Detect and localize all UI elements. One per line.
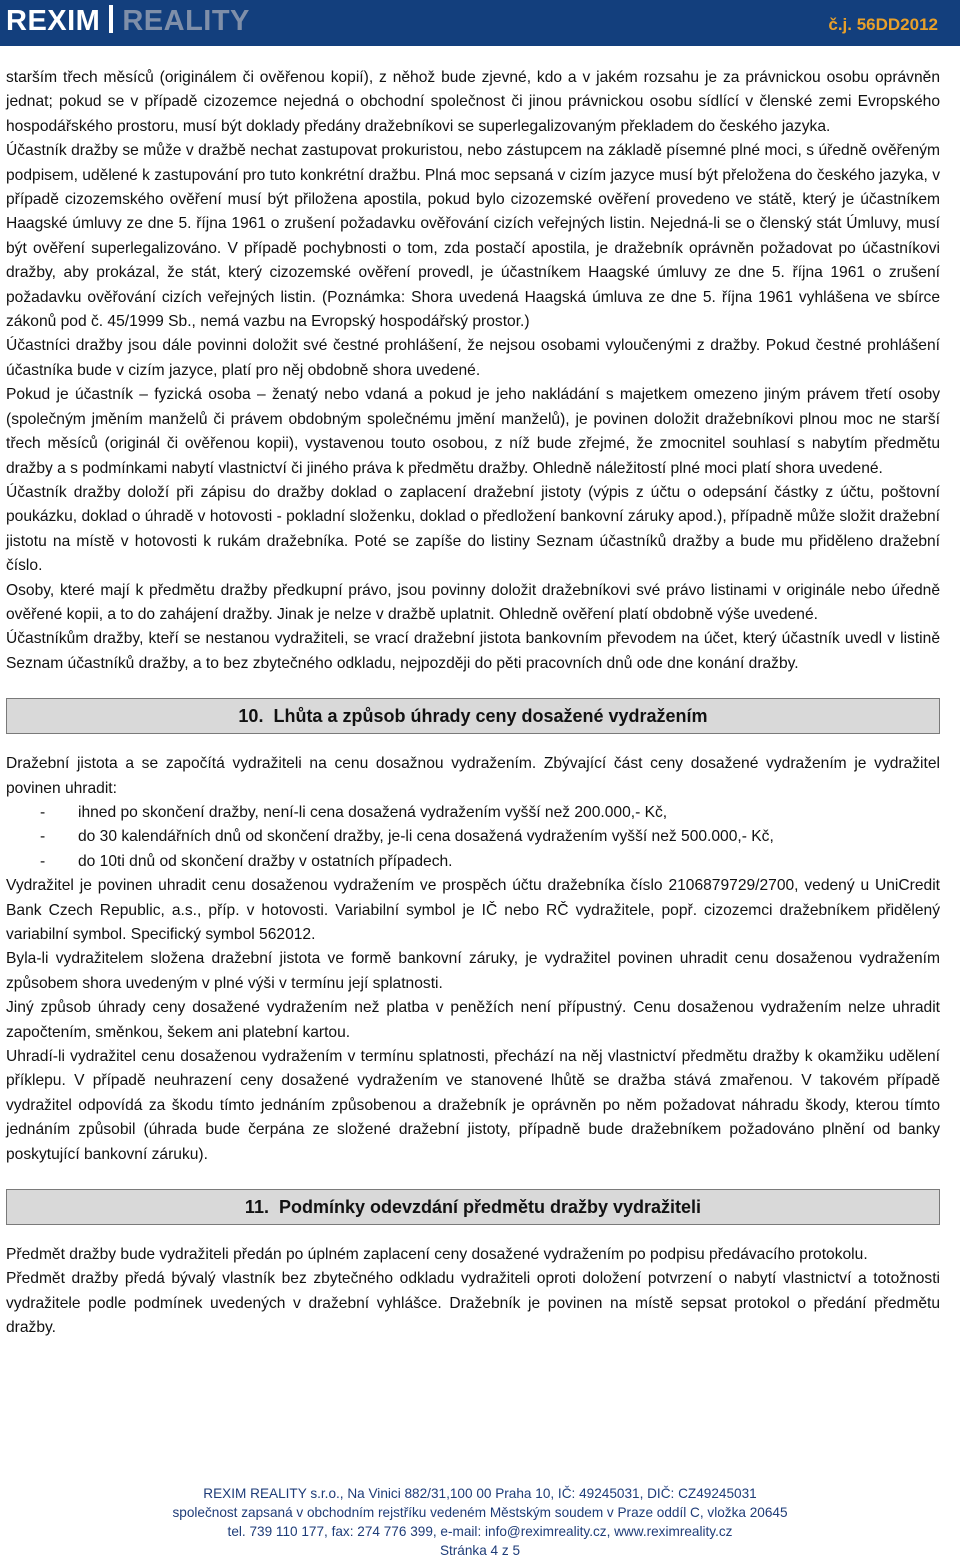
list-item: [6, 825, 940, 849]
paragraph: Účastník dražby doloží při zápisu do dražby doklad o zaplacení dražební jistoty (výpis z účtu o odepsání částky z účtu, poštovní poukázku, doklad o úhradě v hotovosti - pokladní složenku, doklad o předložení bankovní záruky apod.), případně může složit dražební jistotu na místě v hotovosti k rukám dražebníka. Poté se zapíše do listiny Seznam účastníků dražby a bude mu přiděleno dražební číslo.: [6, 483, 940, 575]
paragraph: Dražební jistota a se započítá vydražiteli na cenu dosažnou vydražením. Zbývající část ceny dosažené vydražením je vydražitel povinen uhradit:: [6, 755, 940, 797]
footer-registry-line: společnost zapsaná v obchodním rejstříku vedeném Městským soudem v Praze oddíl C, vložka 20645: [172, 1505, 788, 1520]
paragraph: Byla-li vydražitelem složena dražební jistota ve formě bankovní záruky, je vydražitel povinen uhradit cenu dosaženou vydražením způsobem shora uvedeným v plné výši v termínu její splatnosti.: [6, 950, 940, 992]
section-number: 10.: [238, 706, 264, 727]
list-dash: -: [40, 852, 46, 870]
logo-divider: [109, 5, 113, 33]
paragraph: Předmět dražby bude vydražiteli předán po úplném zaplacení ceny dosažené vydražením po podpisu předávacího protokolu.: [6, 1246, 868, 1264]
logo-main-text: REXIM: [6, 5, 101, 37]
paragraph: Předmět dražby předá bývalý vlastník bez zbytečného odkladu vydražiteli oproti doložení potvrzení o nabytí vlastnictví a totožnosti vydražitele podle podmínek uvedených v dražební vyhlášce. Dražebník je povinen na místě sepsat protokol o předání předmětu dražby.: [6, 1270, 940, 1337]
list-item-text: do 10ti dnů od skončení dražby v ostatních případech.: [78, 852, 453, 870]
page-number: Stránka 4 z 5: [439, 1543, 521, 1558]
document-body: [6, 66, 940, 1341]
list-dash: -: [40, 828, 46, 846]
section-title: Lhůta a způsob úhrady ceny dosažené vydražením: [273, 706, 708, 727]
list-item-text: do 30 kalendářních dnů od skončení dražby, je-li cena dosažená vydražením vyšší než 500.000,- Kč,: [78, 828, 774, 846]
section-heading-11: [6, 1189, 940, 1225]
paragraph: Jiný způsob úhrady ceny dosažené vydražením než platba v peněžích není přípustný. Cenu dosaženou vydražením nelze uhradit započtením, směnkou, šekem ani platební kartou.: [6, 999, 940, 1041]
footer-company-line: REXIM REALITY s.r.o., Na Vinici 882/31,100 00 Praha 10, IČ: 49245031, DIČ: CZ49245031: [203, 1486, 757, 1501]
section-number: 11.: [244, 1197, 269, 1218]
paragraph: Osoby, které mají k předmětu dražby předkupní právo, jsou povinny doložit dražebníkovi své právo listinami v originále nebo úředně ověřené kopii, a to do zahájení dražby. Jinak je nelze v dražbě uplatnit. Ohledně ověření platí obdobně výše uvedené.: [6, 581, 940, 623]
payment-terms-list: [6, 801, 940, 874]
paragraph: starším třech měsíců (originálem či ověřenou kopií), z něhož bude zjevné, kdo a v jakém rozsahu je za právnickou osobu oprávněn jednat; pokud se v případě cizozemce nejedná o obchodní společnost či jinou právnickou osobu sídlící v členské zemi Evropského hospodářského prostoru, musí být doklady předány dražebníkovi se superlegalizovaným překladem do českého jazyka.: [6, 69, 940, 135]
list-item: [6, 850, 940, 874]
list-item-text: ihned po skončení dražby, není-li cena dosažená vydražením vyšší než 200.000,- Kč,: [78, 803, 668, 821]
page-footer: [0, 1484, 960, 1560]
footer-contact-line: tel. 739 110 177, fax: 274 776 399, e-mail: info@reximreality.cz, www.reximreality.cz: [227, 1524, 733, 1539]
paragraph: Pokud je účastník – fyzická osoba – ženatý nebo vdaná a pokud je jeho nakládání s majetkem omezeno jiným právem třetí osoby (společným jměním manželů či právem obdobným společnému jmění manželů), je povinen doložit dražebníkovi plnou moc ne starší třech měsíců (originál či ověřenou kopii), vystavenou touto osobou, z níž bude zřejmé, že zmocnitel souhlasí s nabytím předmětu dražby a s podmínkami nabytí vlastnictví či jiného práva k předmětu dražby. Ohledně náležitostí plné moci platí shora uvedené.: [6, 386, 940, 477]
logo-sub-text: REALITY: [122, 5, 250, 37]
paragraph: Účastník dražby se může v dražbě nechat zastupovat prokuristou, nebo zástupcem na základě písemné plné moci, s úředně ověřeným podpisem, udělené k zastupování pro tuto konkrétní dražbu. Plná moc sepsaná v cizím jazyce musí být přeložena do českého jazyka, v případě cizozemského ověření musí být přiložena apostila, pokud bylo cizozemské ověření provedeno ve státě, který je účastníkem Haagské úmluvy ze dne 5. října 1961 o zrušení požadavku ověřování cizích veřejných listin. Nejedná-li se o členský stát Úmluvy, musí být ověření superlegalizováno. V případě pochybnosti o tom, zda postačí apostila, je dražebník oprávněn požadovat po účastníkovi dražby, aby prokázal, že stát, který cizozemské ověření provedl, je účastníkem Haagské úmluvy ze dne 5. října 1961 o zrušení požadavku ověřování cizích veřejných listin. (Poznámka: Shora uvedená Haagská úmluva ze dne 5. října 1961 vyhlášena ve sbírce zákonů pod č. 45/1999 Sb., nemá vazbu na Evropský hospodářský prostor.): [6, 142, 940, 331]
section-heading-10: [6, 698, 940, 734]
paragraph: Vydražitel je povinen uhradit cenu dosaženou vydražením ve prospěch účtu dražebníka číslo 2106879729/2700, vedený u UniCredit Bank Czech Republic, a.s., příp. v hotovosti. Variabilní symbol je IČ nebo RČ vydražitele, popř. cizozemci dražebníkem přidělený variabilní symbol. Specifický symbol 562012.: [6, 877, 940, 943]
paragraph: Uhradí-li vydražitel cenu dosaženou vydražením v termínu splatnosti, přechází na něj vlastnictví předmětu dražby k okamžiku udělení příklepu. V případě neuhrazení ceny dosažené vydražením ve stanovené lhůtě se dražba stává zmařenou. V takovém případě vydražitel odpovídá za škodu tímto jednáním způsobenou a dražebník je oprávněn po něm požadovat náhradu škody, kterou tímto jednáním způsobil (úhrada bude čerpána ze složené dražební jistoty, případně bude dražebníkem požadováno plnění od banky poskytující bankovní záruku).: [6, 1048, 940, 1163]
list-dash: -: [40, 803, 46, 821]
page-header: [0, 0, 960, 46]
list-item: [6, 801, 940, 825]
reference-number: č.j. 56DD2012: [828, 15, 938, 34]
paragraph: Účastníkům dražby, kteří se nestanou vydražiteli, se vrací dražební jistota bankovním převodem na účet, který účastník uvedl v listině Seznam účastníků dražby, a to bez zbytečného odkladu, nejpozději do pěti pracovních dnů ode dne konání dražby.: [6, 630, 940, 672]
section-title: Podmínky odevzdání předmětu dražby vydražiteli: [278, 1197, 702, 1218]
company-logo: [6, 5, 250, 38]
paragraph: Účastníci dražby jsou dále povinni doložit své čestné prohlášení, že nejsou osobami vyloučenými z dražby. Pokud čestné prohlášení účastníka bude v cizím jazyce, platí pro něj obdobně shora uvedené.: [6, 337, 940, 379]
